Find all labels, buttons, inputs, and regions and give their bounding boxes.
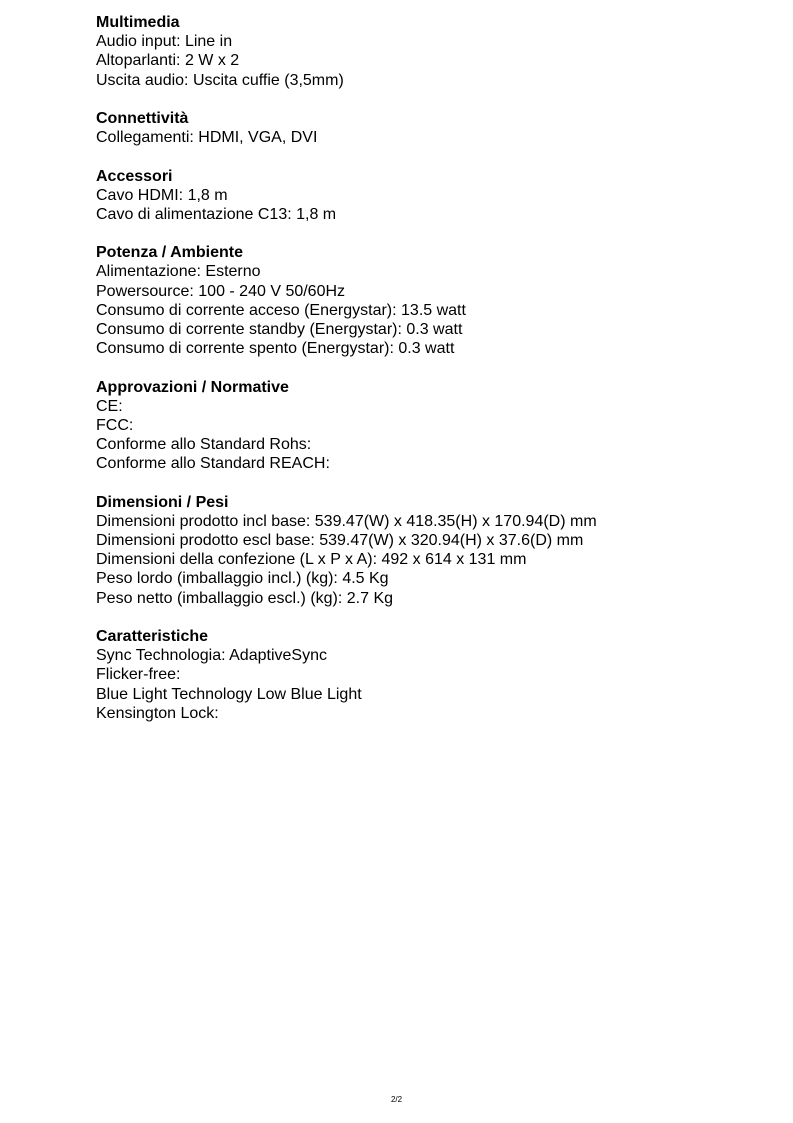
spec-line: Dimensioni della confezione (L x P x A): 492 x 614 x 131 mm <box>96 551 527 569</box>
spec-line: Cavo HDMI: 1,8 m <box>96 186 228 204</box>
section-accessories <box>96 167 756 225</box>
spec-line: Consumo di corrente standby (Energystar): 0.3 watt <box>96 321 463 338</box>
section-heading: Connettività <box>96 109 189 127</box>
spec-line: Alimentazione: Esterno <box>96 263 261 281</box>
section-dimensions <box>96 493 756 608</box>
spec-line: Peso netto (imballaggio escl.) (kg): 2.7 Kg <box>96 589 394 607</box>
section-heading: Approvazioni / Normative <box>96 378 289 396</box>
section-heading: Multimedia <box>96 14 180 31</box>
section-power <box>96 243 756 358</box>
spec-line: Collegamenti: HDMI, VGA, DVI <box>96 129 318 147</box>
spec-line: Audio input: Line in <box>96 33 233 51</box>
spec-line: Dimensioni prodotto escl base: 539.47(W) x 320.94(H) x 37.6(D) mm <box>96 532 584 550</box>
section-heading: Dimensioni / Pesi <box>96 493 229 511</box>
spec-line: CE: <box>96 397 123 415</box>
section-features <box>96 627 756 723</box>
section-heading: Caratteristiche <box>96 628 209 645</box>
spec-line: Peso lordo (imballaggio incl.) (kg): 4.5 Kg <box>96 570 389 588</box>
section-heading: Accessori <box>96 167 173 185</box>
spec-line: Conforme allo Standard Rohs: <box>96 436 312 454</box>
spec-line: Consumo di corrente acceso (Energystar): 13.5 watt <box>96 301 466 319</box>
spec-line: Kensington Lock: <box>96 704 219 722</box>
spec-line: Consumo di corrente spento (Energystar): 0.3 watt <box>96 340 455 358</box>
spec-line: Altoparlanti: 2 W x 2 <box>96 52 240 70</box>
section-approvals <box>96 378 756 474</box>
spec-line: Blue Light Technology Low Blue Light <box>96 685 362 703</box>
section-connectivity <box>96 109 756 147</box>
page-number: 2/2 <box>390 1095 403 1104</box>
spec-line: Conforme allo Standard REACH: <box>96 455 330 473</box>
spec-sheet-page <box>96 13 756 742</box>
spec-line: Dimensioni prodotto incl base: 539.47(W) x 418.35(H) x 170.94(D) mm <box>96 512 597 530</box>
spec-line: Powersource: 100 - 240 V 50/60Hz <box>96 282 346 300</box>
section-heading: Potenza / Ambiente <box>96 244 243 262</box>
section-multimedia <box>96 13 756 90</box>
spec-line: FCC: <box>96 416 134 434</box>
spec-line: Sync Technologia: AdaptiveSync <box>96 647 327 665</box>
spec-line: Uscita audio: Uscita cuffie (3,5mm) <box>96 71 344 89</box>
spec-line: Flicker-free: <box>96 666 181 684</box>
spec-line: Cavo di alimentazione C13: 1,8 m <box>96 205 337 223</box>
